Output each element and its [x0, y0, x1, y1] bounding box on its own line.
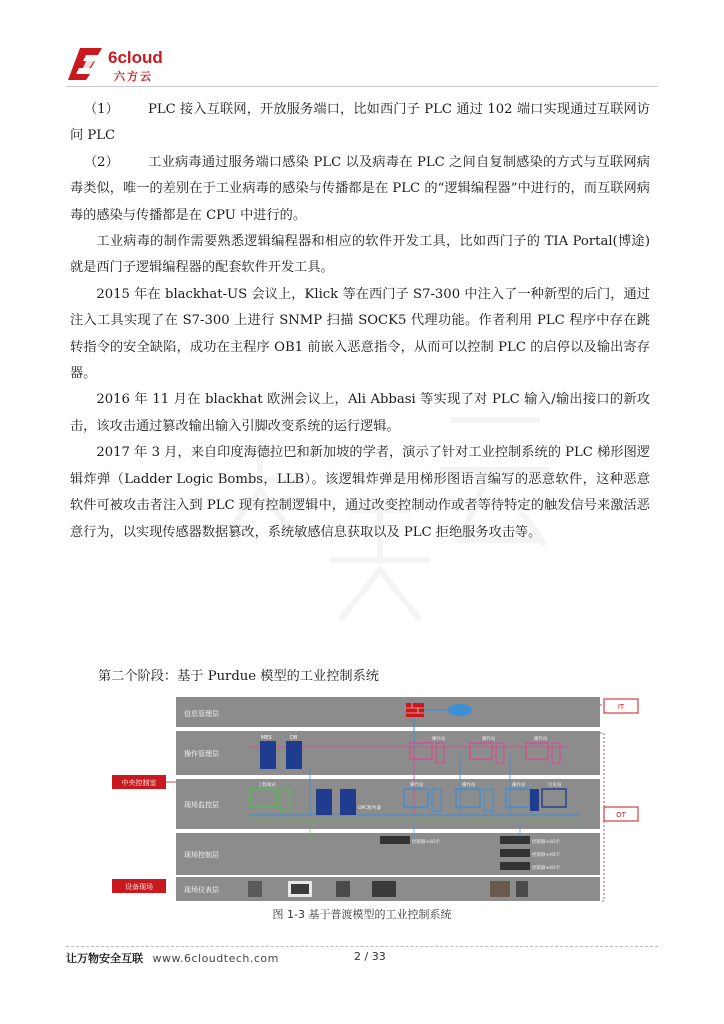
footer-divider [66, 946, 658, 947]
layer-label: 现场监控层 [184, 801, 219, 809]
svg-text:历史站: 历史站 [548, 783, 562, 788]
paragraph: 工业病毒的制作需要熟悉逻辑编程器和相应的软件开发工具，比如西门子的 TIA Portal(博途)就是西门子逻辑编程器的配套软件开发工具。 [70, 234, 650, 276]
svg-text:OPC服务器: OPC服务器 [358, 806, 381, 811]
svg-text:操作站: 操作站 [410, 783, 424, 788]
paragraph: 2017 年 3 月，来自印度海德拉巴和新加坡的学者，演示了针对工业控制系统的 PLC 梯形图逻辑炸弹（Ladder Logic Bombs，LLB）。该逻辑炸弹是用梯形图语言编写的恶意软件，这种恶意软件可被攻击者注入到 PLC 现有控制逻辑中，通过改变控制动作或者等待特定的触发信号来激活恶意行为，以实现传感器数据篡改，系统敏感信息获取以及 PLC 拒绝服务攻击等。 [70, 445, 650, 540]
svg-text:IT: IT [617, 703, 625, 711]
svg-text:MES: MES [261, 735, 272, 741]
svg-text:操作站: 操作站 [482, 737, 496, 742]
svg-text:工程师站: 工程师站 [258, 783, 276, 788]
svg-text:操作站: 操作站 [512, 783, 526, 788]
figure-caption: 图 1-3 基于普渡模型的工业控制系统 [272, 908, 452, 921]
logo-subtext: 六方云 [114, 70, 153, 83]
svg-text:DB: DB [290, 735, 298, 741]
svg-text:控制器+I/O卡: 控制器+I/O卡 [532, 840, 561, 845]
footer-url: www.6cloudtech.com [152, 952, 279, 965]
svg-text:操作站: 操作站 [432, 737, 446, 742]
svg-text:控制器+I/O卡: 控制器+I/O卡 [532, 866, 561, 871]
list-item: （2） 工业病毒通过服务端口感染 PLC 以及病毒在 PLC 之间自复制感染的方式与互联网病毒类似，唯一的差别在于工业病毒的感染与传播都是在 PLC 的“逻辑编程器”中进行的，而互联网病毒的感染与传播都是在 CPU 中进行的。 [70, 154, 650, 223]
svg-text:设备现场: 设备现场 [125, 883, 153, 891]
firewall-icon [406, 703, 424, 717]
svg-text:操作站: 操作站 [462, 783, 476, 788]
svg-text:操作站: 操作站 [534, 737, 548, 742]
layer-label: 信息管理层 [184, 710, 219, 718]
paragraph: 2015 年在 blackhat-US 会议上，Klick 等在西门子 S7-300 中注入了一种新型的后门，通过注入工具实现了在 S7-300 上进行 SNMP 扫描 SOCK5 代理功能。作者利用 PLC 程序中存在跳转指令的安全缺陷，成功在主程序 OB1 前嵌入恶意指令，从而可以控制 PLC 的启停以及输出寄存器。 [70, 286, 650, 382]
paragraph: 2016 年 11 月在 blackhat 欧洲会议上，Ali Abbasi 等实现了对 PLC 输入/输出接口的新攻击，该攻击通过篡改输出输入引脚改变系统的运行逻辑。 [70, 392, 650, 434]
footer [66, 950, 279, 966]
layer-label: 现场仪表层 [184, 886, 219, 894]
page-header [66, 46, 666, 86]
footer-slogan: 让万物安全互联 [66, 952, 143, 965]
svg-text:中央控制室: 中央控制室 [121, 779, 157, 787]
page-number: 2 / 33 [354, 950, 386, 963]
6cloud-logo-icon [66, 46, 106, 82]
svg-text:控制器+I/O卡: 控制器+I/O卡 [532, 853, 561, 858]
layer-label: 操作管理层 [184, 750, 219, 758]
list-item: （1） PLC 接入互联网，开放服务端口，比如西门子 PLC 通过 102 端口实现通过互联网访问 PLC [70, 102, 650, 144]
document-body [70, 97, 650, 546]
router-icon [448, 704, 472, 716]
section-heading: 第二个阶段：基于 Purdue 模型的工业控制系统 [98, 669, 379, 684]
purdue-model-figure [110, 693, 640, 905]
svg-text:OT: OT [616, 811, 626, 819]
header-divider [66, 86, 658, 87]
layer-label: 现场控制层 [184, 851, 219, 859]
svg-text:控制器+I/O卡: 控制器+I/O卡 [412, 840, 441, 845]
layer-band [176, 697, 600, 727]
logo-text: 6cloud [108, 48, 163, 67]
